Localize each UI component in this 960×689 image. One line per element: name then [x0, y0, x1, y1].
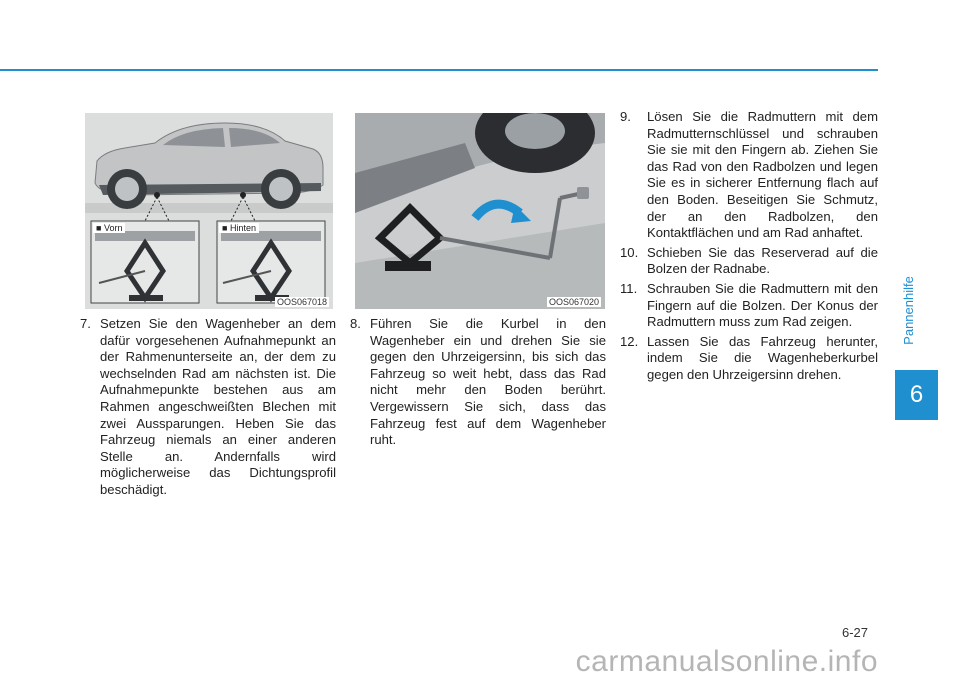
- chapter-number: 6: [909, 381, 924, 408]
- step-number: 8.: [350, 316, 361, 331]
- step-text: Schrauben Sie die Radmuttern mit den Fingern auf die Bolzen. Der Konus der Radmuttern muss zum Rad zeigen.: [647, 280, 878, 330]
- header-rule: [0, 69, 878, 71]
- step-10: [620, 245, 878, 278]
- step-text: Schieben Sie das Reserverad auf die Bolzen der Radnabe.: [647, 244, 878, 277]
- figure-jack-points: [85, 113, 333, 309]
- step-7: [80, 316, 336, 499]
- step-11: [620, 281, 878, 331]
- text-column-2: [350, 316, 606, 452]
- step-text: Setzen Sie den Wagenheber an dem dafür vorgesehenen Aufnahmepunkt an der Rahmenunterseite an, der dem zu wechselnden Rad am nächsten ist. Die Aufnahmepunkte bestehen aus am Rahmen angeschweißten Blechen mit zwei Aussparungen. Heben Sie das Fahrzeug niemals an einer anderen Stelle an. Andernfalls wird möglicherweise das Dichtungsprofil beschädigt.: [100, 316, 336, 497]
- text-column-1: [80, 316, 336, 502]
- figure-jack-crank: [355, 113, 605, 309]
- text-column-3: [620, 109, 878, 387]
- section-title: Pannenhilfe: [900, 275, 916, 345]
- step-number: 9.: [620, 109, 631, 124]
- inset-label-front: ■ Vorn: [93, 223, 125, 233]
- inset-label-rear-text: Hinten: [229, 223, 256, 233]
- figure-code: OOS067018: [276, 297, 327, 307]
- step-12: [620, 334, 878, 384]
- step-number: 10.: [620, 244, 639, 260]
- inset-label-rear: ■ Hinten: [219, 223, 259, 233]
- inset-label-front-text: Vorn: [103, 223, 123, 233]
- watermark[interactable]: carmanualsonline.info: [575, 645, 878, 678]
- jack-crank-illustration: [355, 113, 605, 309]
- step-text: Führen Sie die Kurbel in den Wagenheber ein und drehen Sie sie gegen den Uhrzeigersinn, bis sich das Fahrzeug so weit hebt, dass das Rad nicht mehr den Boden berührt. Vergewissern Sie sich, dass das Fahrzeug fest auf dem Wagenheber ruht.: [370, 316, 606, 448]
- page-number: 6-27: [842, 625, 869, 640]
- chapter-number-box: [895, 370, 938, 420]
- step-text: Lassen Sie das Fahrzeug herunter, indem Sie die Wagenheberkurbel gegen den Uhrzeigersinn drehen.: [647, 333, 878, 382]
- car-jack-points-illustration: [85, 113, 333, 309]
- step-number: 12.: [620, 333, 639, 349]
- step-8: [350, 316, 606, 449]
- step-number: 7.: [80, 316, 91, 331]
- step-9: [620, 109, 878, 242]
- step-text: Lösen Sie die Radmuttern mit dem Radmutternschlüssel und schrauben Sie sie mit den Fingern ab. Ziehen Sie das Rad von den Radbolzen und legen Sie es in sicherer Entfernung flach auf den Boden. Beseitigen Sie Schmutz, der an den Radbolzen, den Kontaktflächen und am Rad anhaftet.: [647, 109, 878, 241]
- section-tab: [893, 240, 923, 380]
- figure-code: OOS067020: [548, 297, 599, 307]
- step-number: 11.: [620, 280, 638, 296]
